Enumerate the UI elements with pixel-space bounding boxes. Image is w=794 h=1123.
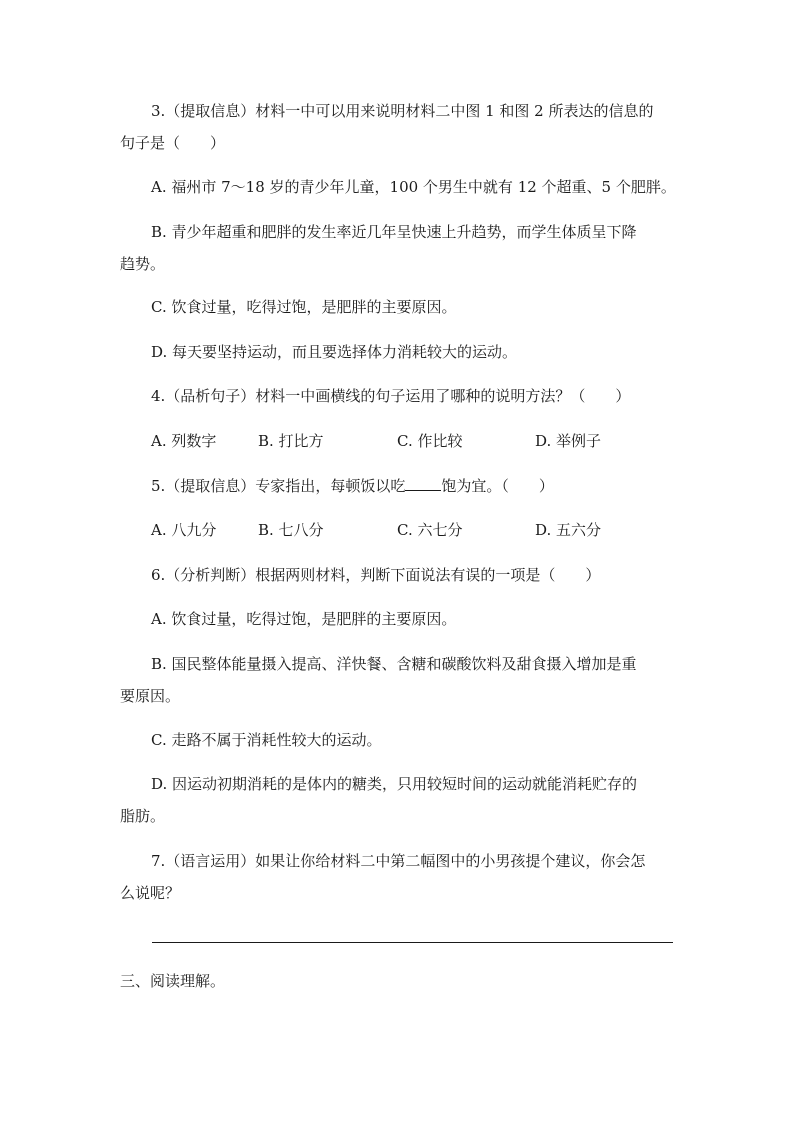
q6-option-c: C. 走路不属于消耗性较大的运动。 <box>151 731 382 749</box>
q3-option-c: C. 饮食过量，吃得过饱，是肥胖的主要原因。 <box>151 298 457 316</box>
q3-option-a: A. 福州市 7～18 岁的青少年儿童，100 个男生中就有 12 个超重、5 个肥胖。 <box>151 178 676 196</box>
q3-stem-line2: 句子是（ ） <box>120 134 226 152</box>
q7-answer-line <box>152 942 673 943</box>
section-3-title: 三、阅读理解。 <box>120 972 226 990</box>
q5-blank <box>405 476 441 491</box>
q7-stem-line2: 么说呢？ <box>120 884 181 902</box>
q6-option-d-line1: D. 因运动初期消耗的是体内的糖类，只用较短时间的运动就能消耗贮存的 <box>151 775 638 793</box>
q6-option-b-line2: 要原因。 <box>120 687 181 705</box>
q5-option-a: A. 八九分 <box>151 521 217 539</box>
q6-option-a: A. 饮食过量，吃得过饱，是肥胖的主要原因。 <box>151 610 457 628</box>
q5-option-c: C. 六七分 <box>397 521 463 539</box>
q5-option-b: B. 七八分 <box>258 521 324 539</box>
q4-stem: 4.（品析句子）材料一中画横线的句子运用了哪种的说明方法？（ ） <box>151 387 631 405</box>
q4-option-b: B. 打比方 <box>258 432 324 450</box>
q6-option-b-line1: B. 国民整体能量摄入提高、洋快餐、含糖和碳酸饮料及甜食摄入增加是重 <box>151 655 637 673</box>
q5-stem-before: 5.（提取信息）专家指出，每顿饭以吃 <box>151 477 406 495</box>
q6-stem: 6.（分析判断）根据两则材料，判断下面说法有误的一项是（ ） <box>151 566 601 584</box>
q5-stem <box>151 476 554 496</box>
q3-option-b-line2: 趋势。 <box>120 255 166 273</box>
q5-stem-after: 饱为宜。（ ） <box>441 477 554 495</box>
q4-option-a: A. 列数字 <box>151 432 217 450</box>
q4-option-c: C. 作比较 <box>397 432 463 450</box>
q6-option-d-line2: 脂肪。 <box>120 807 166 825</box>
q3-stem-line1: 3.（提取信息）材料一中可以用来说明材料二中图 1 和图 2 所表达的信息的 <box>151 102 654 120</box>
q3-option-b-line1: B. 青少年超重和肥胖的发生率近几年呈快速上升趋势，而学生体质呈下降 <box>151 223 637 241</box>
q3-option-d: D. 每天要坚持运动，而且要选择体力消耗较大的运动。 <box>151 343 518 361</box>
q5-option-d: D. 五六分 <box>535 521 602 539</box>
q7-stem-line1: 7.（语言运用）如果让你给材料二中第二幅图中的小男孩提个建议，你会怎 <box>151 852 646 870</box>
q4-option-d: D. 举例子 <box>535 432 602 450</box>
